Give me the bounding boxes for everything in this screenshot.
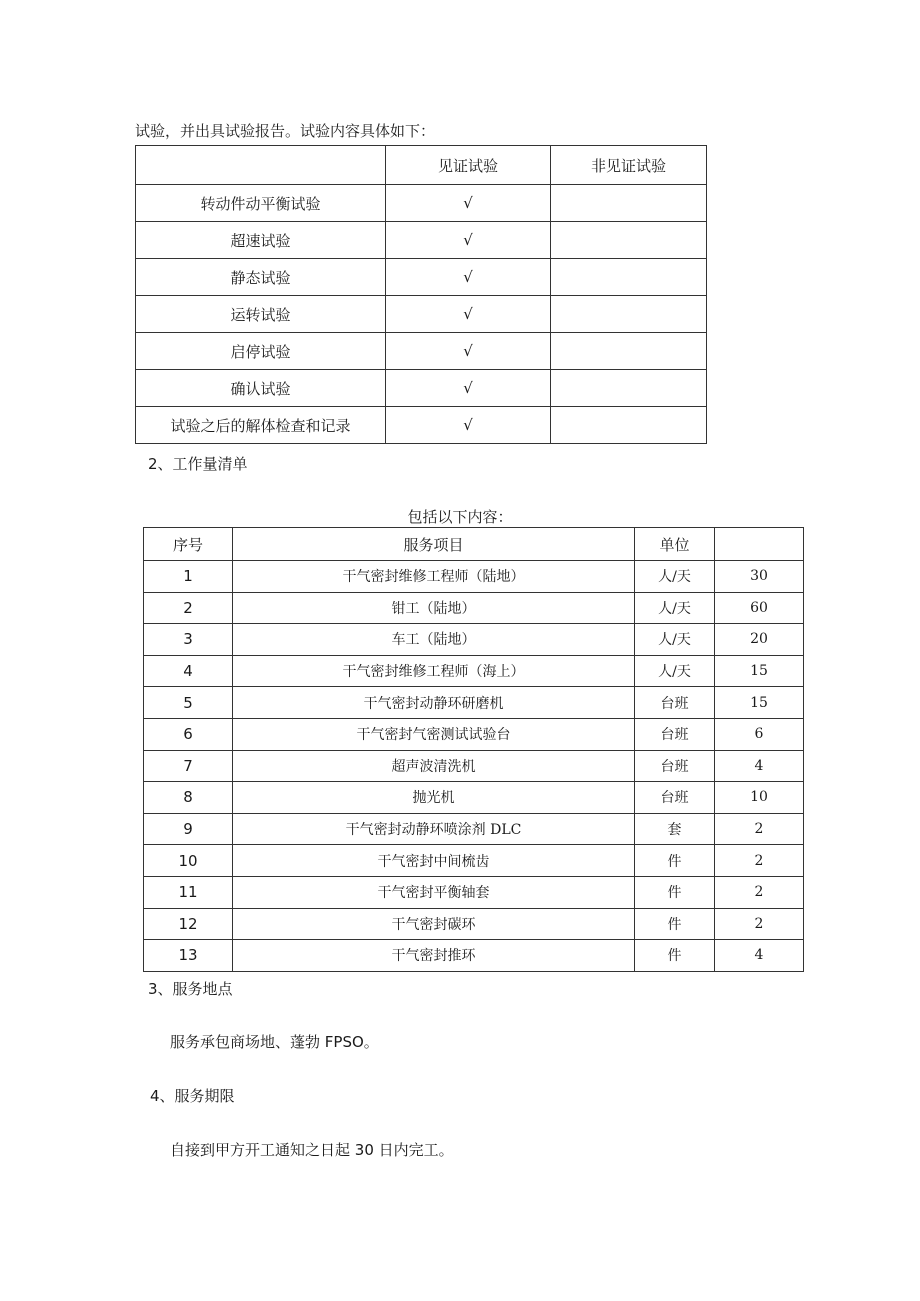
table-row [144,624,804,656]
witness-check: √ [386,333,551,370]
row-number: 2 [144,592,233,624]
unit: 件 [635,940,715,972]
unit: 件 [635,908,715,940]
row-number: 11 [144,876,233,908]
quantity: 20 [715,624,804,656]
test-name: 超速试验 [136,222,386,259]
test-name: 运转试验 [136,296,386,333]
unit: 人/天 [635,561,715,593]
table-row [144,687,804,719]
service-item: 干气密封中间梳齿 [233,845,635,877]
unit: 台班 [635,782,715,814]
quantity: 2 [715,813,804,845]
table-row [144,782,804,814]
row-number: 8 [144,782,233,814]
table-row [136,185,707,222]
table-row [136,259,707,296]
witness-check: √ [386,296,551,333]
table-row [136,407,707,444]
header-cell: 见证试验 [386,146,551,185]
table-row [144,655,804,687]
workload-table-header [144,528,804,561]
section2-heading: 2、工作量清单 [148,455,248,473]
table-row [144,561,804,593]
row-number: 10 [144,845,233,877]
intro-text: 试验，并出具试验报告。试验内容具体如下： [135,122,436,140]
unit: 台班 [635,718,715,750]
service-item: 干气密封气密测试试验台 [233,718,635,750]
table-row [136,333,707,370]
witness-check: √ [386,222,551,259]
header-cell: 服务项目 [233,528,635,561]
unit: 台班 [635,750,715,782]
section2-caption: 包括以下内容： [407,508,513,526]
witness-check: √ [386,370,551,407]
table-row [144,876,804,908]
witness-check: √ [386,259,551,296]
quantity: 2 [715,908,804,940]
witness-check: √ [386,407,551,444]
row-number: 1 [144,561,233,593]
quantity: 4 [715,940,804,972]
non-witness-cell [551,333,707,370]
row-number: 13 [144,940,233,972]
table-row [136,370,707,407]
non-witness-cell [551,407,707,444]
row-number: 7 [144,750,233,782]
service-item: 干气密封动静环研磨机 [233,687,635,719]
unit: 人/天 [635,624,715,656]
quantity: 6 [715,718,804,750]
section4-text: 自接到甲方开工通知之日起 30 日内完工。 [170,1141,454,1159]
workload-table [143,527,804,972]
table-row [144,750,804,782]
non-witness-cell [551,370,707,407]
section3-heading: 3、服务地点 [148,980,233,998]
quantity: 4 [715,750,804,782]
service-item: 抛光机 [233,782,635,814]
row-number: 9 [144,813,233,845]
row-number: 3 [144,624,233,656]
service-item: 干气密封推环 [233,940,635,972]
header-cell: 单位 [635,528,715,561]
header-cell: 非见证试验 [551,146,707,185]
non-witness-cell [551,296,707,333]
table-row [144,940,804,972]
service-item: 干气密封碳环 [233,908,635,940]
section3-text: 服务承包商场地、蓬勃 FPSO。 [170,1033,379,1051]
unit: 件 [635,845,715,877]
test-name: 确认试验 [136,370,386,407]
unit: 套 [635,813,715,845]
table-row [144,845,804,877]
test-table-header [136,146,707,185]
table-row [144,718,804,750]
service-item: 钳工（陆地） [233,592,635,624]
table-row [136,296,707,333]
unit: 件 [635,876,715,908]
header-cell [136,146,386,185]
quantity: 60 [715,592,804,624]
test-name: 转动件动平衡试验 [136,185,386,222]
row-number: 12 [144,908,233,940]
row-number: 4 [144,655,233,687]
service-item: 干气密封维修工程师（陆地） [233,561,635,593]
test-name: 启停试验 [136,333,386,370]
quantity: 15 [715,655,804,687]
quantity: 2 [715,845,804,877]
service-item: 车工（陆地） [233,624,635,656]
unit: 人/天 [635,655,715,687]
unit: 台班 [635,687,715,719]
header-cell [715,528,804,561]
service-item: 超声波清洗机 [233,750,635,782]
non-witness-cell [551,222,707,259]
header-cell: 序号 [144,528,233,561]
quantity: 2 [715,876,804,908]
test-name: 静态试验 [136,259,386,296]
table-row [144,813,804,845]
non-witness-cell [551,259,707,296]
test-name: 试验之后的解体检查和记录 [136,407,386,444]
table-row [144,908,804,940]
table-row [144,592,804,624]
service-item: 干气密封动静环喷涂剂 DLC [233,813,635,845]
service-item: 干气密封维修工程师（海上） [233,655,635,687]
service-item: 干气密封平衡轴套 [233,876,635,908]
quantity: 15 [715,687,804,719]
row-number: 5 [144,687,233,719]
row-number: 6 [144,718,233,750]
quantity: 10 [715,782,804,814]
quantity: 30 [715,561,804,593]
witness-check: √ [386,185,551,222]
unit: 人/天 [635,592,715,624]
section4-heading: 4、服务期限 [150,1087,235,1105]
non-witness-cell [551,185,707,222]
test-table [135,145,707,444]
table-row [136,222,707,259]
